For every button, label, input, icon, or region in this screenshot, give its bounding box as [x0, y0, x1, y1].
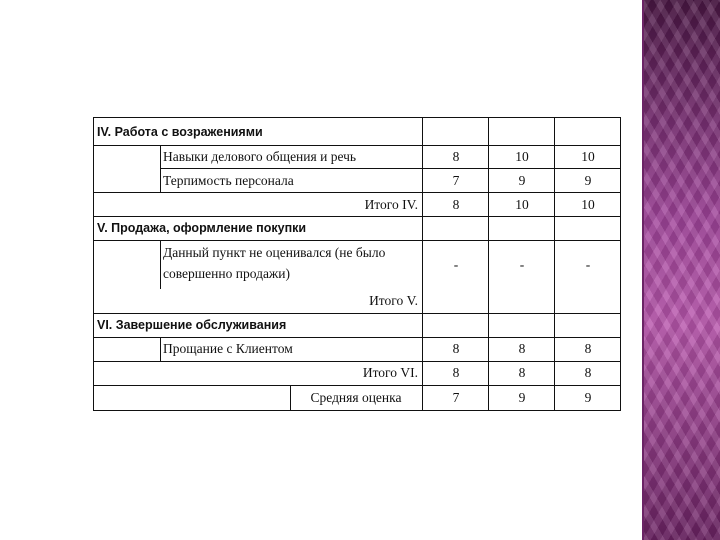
average-value: 9	[518, 390, 526, 405]
row-divider	[93, 361, 621, 362]
average-value: 7	[452, 390, 460, 405]
row-label: Терпимость персонала	[163, 173, 294, 188]
row-label-line2: совершенно продажи)	[163, 266, 290, 281]
row-value: 8	[452, 341, 460, 356]
row-label: Навыки делового общения и речь	[163, 149, 357, 164]
average-value: 9	[584, 390, 592, 405]
row-value: 8	[518, 341, 526, 356]
row-divider	[93, 216, 621, 217]
average-label-line	[290, 385, 291, 411]
total-value: 8	[452, 365, 460, 380]
total-label-vi: Итого VI.	[362, 365, 418, 380]
row-divider	[93, 192, 621, 193]
section-title-vi: VI. Завершение обслуживания	[97, 318, 287, 332]
row-divider	[160, 168, 621, 169]
total-label-iv: Итого IV.	[364, 197, 418, 212]
table-border-bottom	[93, 410, 621, 411]
row-value: 9	[584, 173, 592, 188]
row-value: 10	[515, 149, 529, 164]
row-divider	[93, 145, 621, 146]
total-value: 8	[518, 365, 526, 380]
total-value: 10	[515, 197, 529, 212]
sub-indent-line	[160, 240, 161, 289]
decorative-side-band	[642, 0, 720, 540]
row-value: -	[519, 257, 525, 272]
row-label-line1: Данный пункт не оценивался (не было	[163, 245, 386, 260]
row-divider	[93, 385, 621, 386]
section-title-iv: IV. Работа с возражениями	[97, 125, 263, 139]
total-value: 8	[584, 365, 592, 380]
sub-indent-line	[160, 145, 161, 192]
sub-indent-line	[160, 337, 161, 361]
evaluation-table	[93, 117, 621, 411]
total-value: 10	[581, 197, 595, 212]
row-divider	[93, 313, 621, 314]
row-value: 7	[452, 173, 460, 188]
row-value: 9	[518, 173, 526, 188]
total-label-v: Итого V.	[369, 293, 418, 308]
row-value: 10	[581, 149, 595, 164]
table-border-left	[93, 117, 94, 411]
row-label: Прощание с Клиентом	[163, 341, 293, 356]
row-value: 8	[584, 341, 592, 356]
section-title-v: V. Продажа, оформление покупки	[97, 221, 307, 235]
row-value: 8	[452, 149, 460, 164]
row-divider	[93, 240, 621, 241]
table-border-top	[93, 117, 621, 118]
average-label: Средняя оценка	[310, 390, 402, 405]
total-value: 8	[452, 197, 460, 212]
row-value: -	[585, 257, 591, 272]
row-divider	[93, 337, 621, 338]
row-value: -	[453, 257, 459, 272]
